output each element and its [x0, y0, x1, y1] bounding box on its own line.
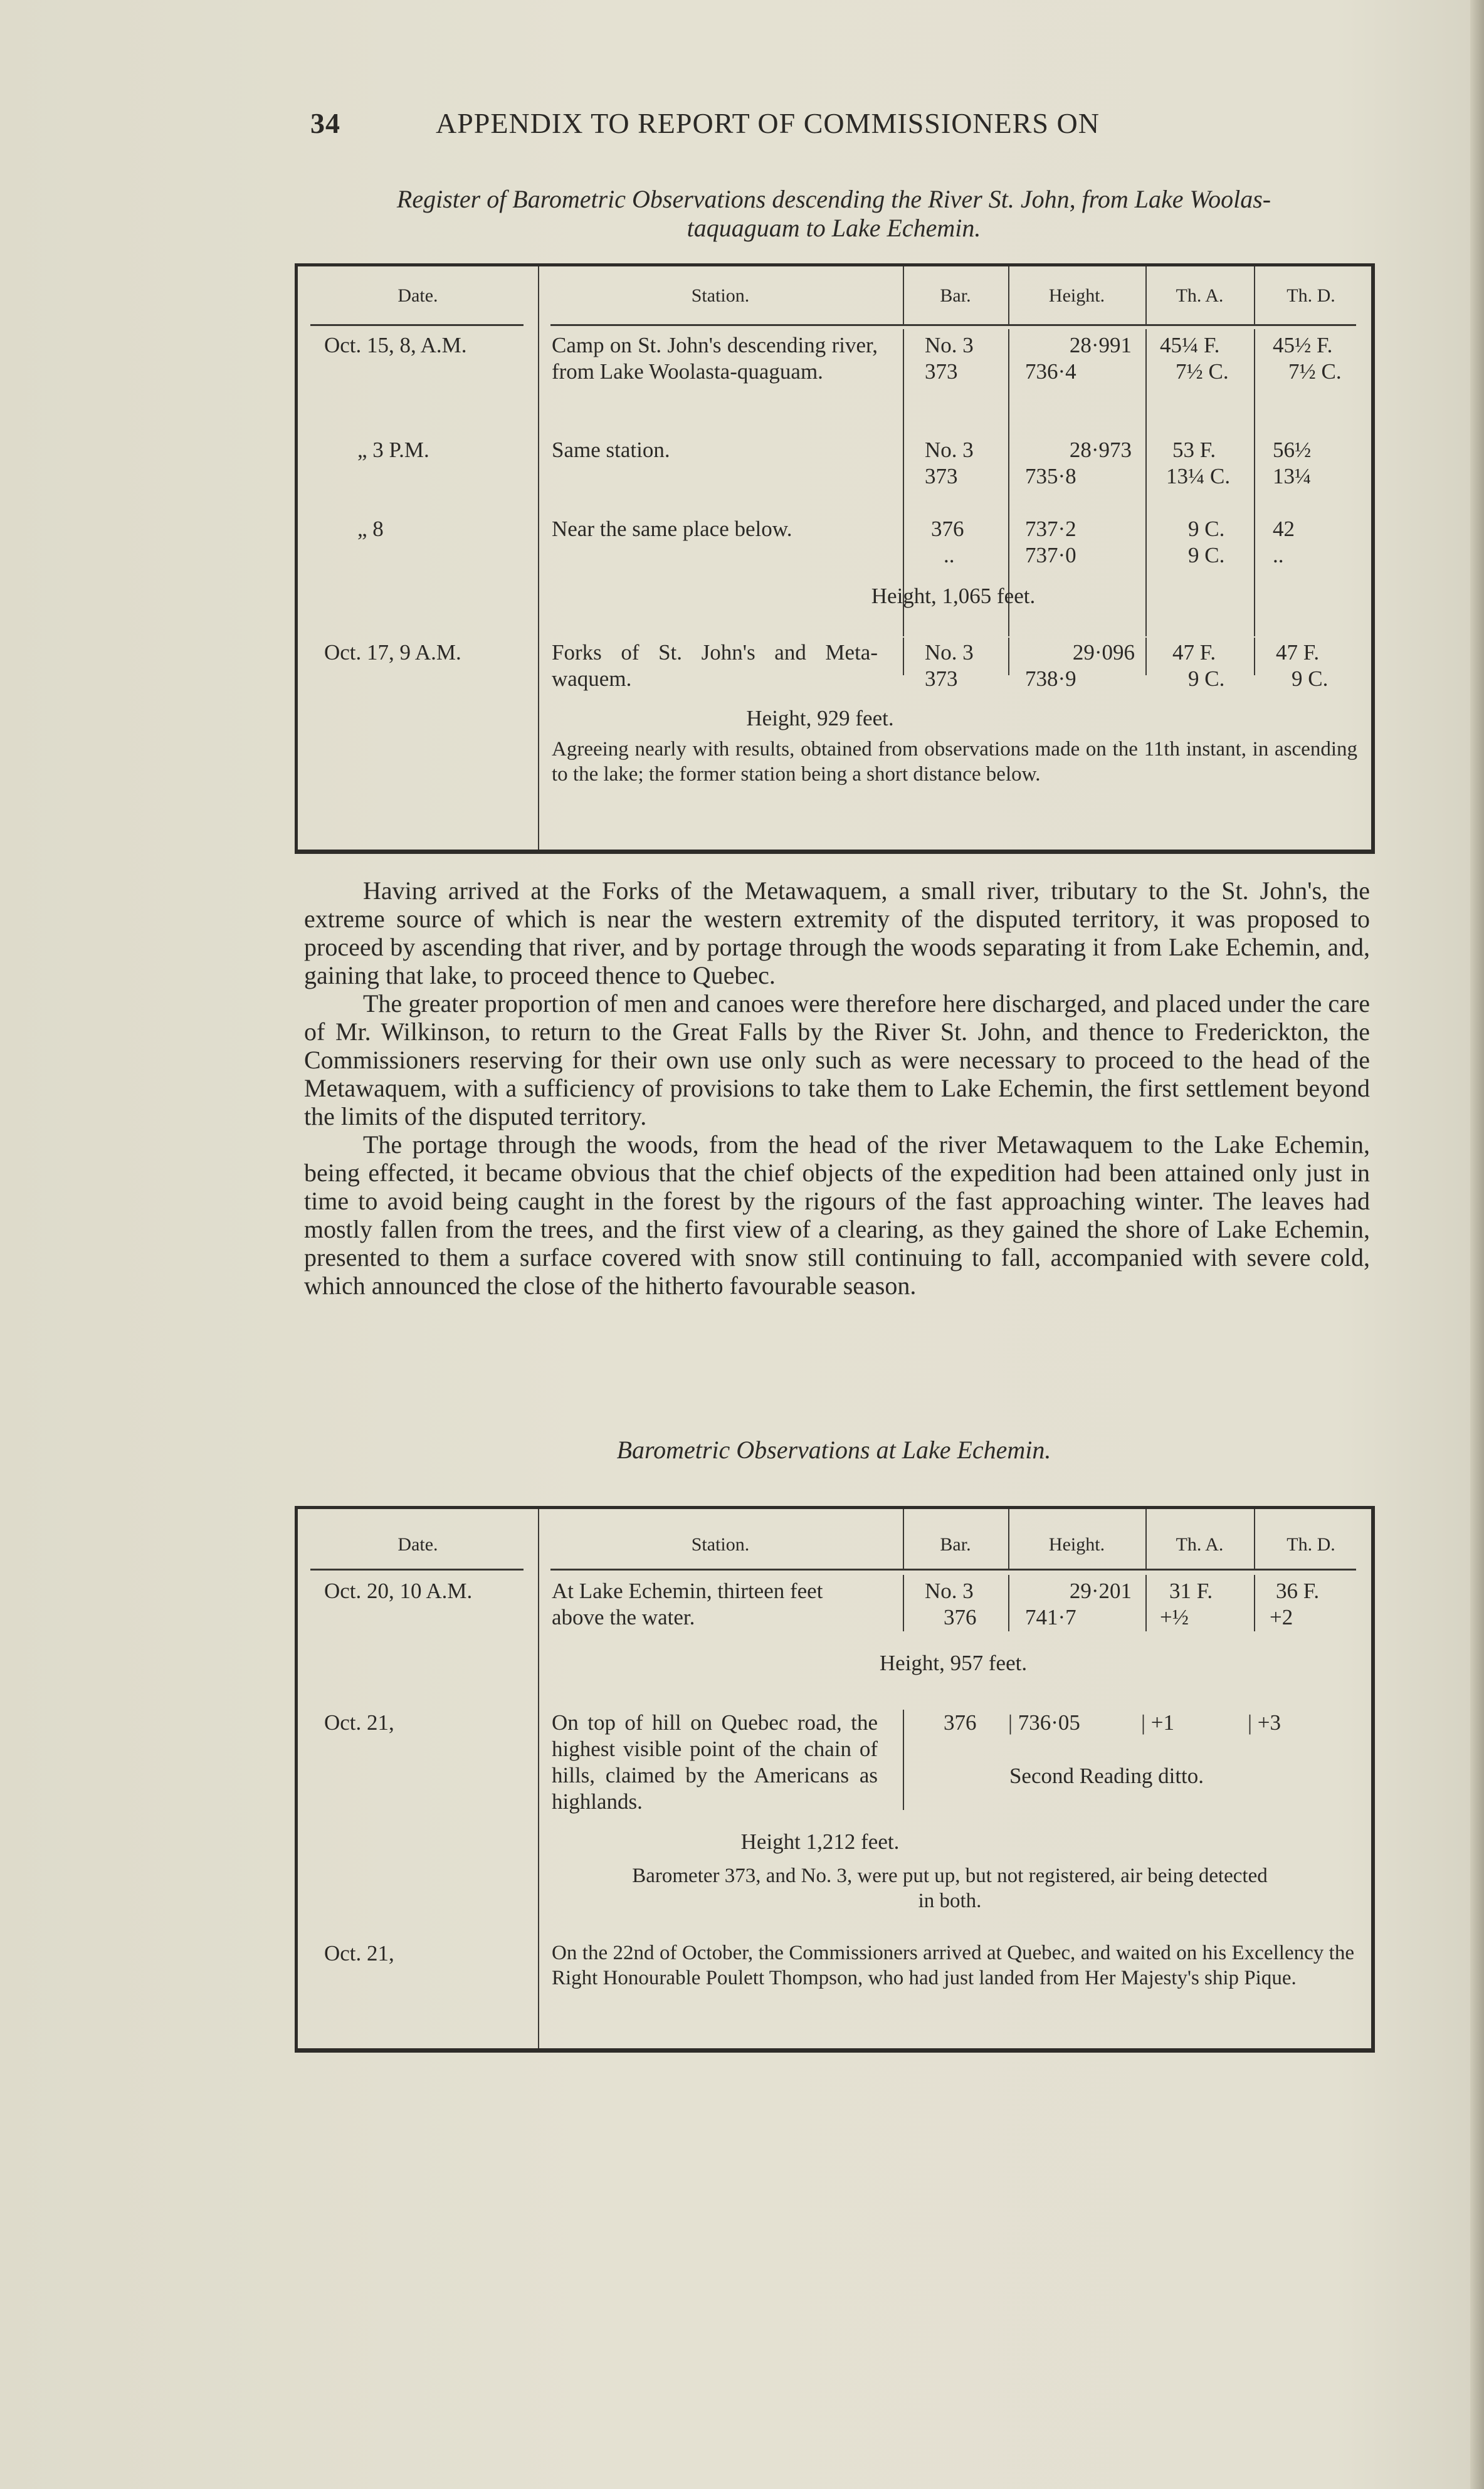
row-th-a: 31 F. [1169, 1579, 1213, 1603]
row-th-a: | +1 [1141, 1710, 1175, 1735]
col-header-bar: Bar. [940, 1534, 971, 1555]
table1-col-divider [538, 266, 539, 850]
row-th-a: 9 C. [1188, 517, 1225, 541]
row-th-d: 36 F. [1276, 1579, 1320, 1603]
row-bar: .. [944, 543, 955, 567]
row-station: Forks of St. John's and Meta-waquem. [552, 640, 878, 691]
col-header-th-d: Th. D. [1287, 1534, 1335, 1555]
row-date: Oct. 21, [324, 1941, 394, 1965]
row-th-a: 45¼ F. [1160, 333, 1220, 357]
table1-header-rule [310, 324, 524, 326]
row-height: 28·973 [1069, 438, 1132, 462]
row-date: Oct. 20, 10 A.M. [324, 1579, 473, 1603]
paragraph: Having arrived at the Forks of the Metawaquem, a small river, tributary to the St. John's, the extreme source of which is near the western extremity of the disputed territory, it was proposed to proceed by ascending that river, and by portage through the woods separating it from Lake Echemin, and, gaining that lake, to proceed thence to Quebec. [304, 876, 1370, 989]
height-note: Height, 929 feet. [746, 706, 894, 730]
row-bar: 373 [925, 359, 958, 384]
col-header-height: Height. [1048, 285, 1105, 306]
row-station: At Lake Echemin, thirteen feet above the water. [552, 1579, 823, 1629]
row-bar: No. 3 [925, 640, 974, 665]
table2-col-divider [538, 1509, 539, 2048]
table2 [295, 1506, 1375, 2053]
row-arrival-note: On the 22nd of October, the Commissioners arrived at Quebec, and waited on his Excellency the Right Honourable Poulett Thompson, who had just landed from Her Majesty's ship Pique. [552, 1942, 1354, 1989]
row-th-a: +½ [1160, 1605, 1189, 1629]
second-reading: Second Reading ditto. [1009, 1764, 1204, 1788]
row-station: Same station. [552, 438, 670, 462]
row-th-d: 42 [1273, 517, 1295, 541]
row-bar: 373 [925, 464, 958, 488]
row-th-d: 9 C. [1292, 666, 1329, 691]
col-header-th-a: Th. A. [1176, 285, 1224, 306]
agreeing-note: Agreeing nearly with results, obtained from observations made on the 11th instant, in ascending to the lake; the former station being a short distance below. [552, 738, 1357, 786]
row-th-d: | +3 [1248, 1710, 1281, 1735]
table1-caption [301, 185, 1367, 243]
row-date: Oct. 15, 8, A.M. [324, 333, 467, 357]
row-bar: No. 3 [925, 1579, 974, 1603]
row-th-a: 7½ C. [1176, 359, 1229, 384]
row-th-d: 13¼ [1273, 464, 1312, 488]
table1-caption-line2: taquaguam to Lake Echemin. [687, 214, 981, 242]
row-th-a: 9 C. [1188, 666, 1225, 691]
row-station: Near the same place below. [552, 517, 792, 541]
barometer-note: Barometer 373, and No. 3, were put up, but not registered, air being detected in both. [632, 1865, 1268, 1912]
row-bar: 376 [944, 1605, 977, 1629]
table1-caption-line1: Register of Barometric Observations descending the River St. John, from Lake Woolas- [396, 185, 1271, 213]
row-bar: 376 [944, 1710, 977, 1735]
row-height: 735·8 [1025, 464, 1076, 488]
row-date: „ 8 [357, 517, 384, 541]
height-note: Height, 1,065 feet. [871, 584, 1036, 608]
row-th-a: 13¼ C. [1166, 464, 1231, 488]
row-bar: No. 3 [925, 333, 974, 357]
row-date: Oct. 21, [324, 1710, 394, 1735]
row-height: 738·9 [1025, 666, 1076, 691]
row-th-a: 9 C. [1188, 543, 1225, 567]
row-date: „ 3 P.M. [357, 438, 429, 462]
row-height: 736·4 [1025, 359, 1076, 384]
col-header-station: Station. [691, 285, 750, 306]
col-header-station: Station. [691, 1534, 750, 1555]
row-bar: No. 3 [925, 438, 974, 462]
row-th-d: 7½ C. [1288, 359, 1342, 384]
row-th-a: 47 F. [1172, 640, 1216, 665]
row-date: Oct. 17, 9 A.M. [324, 640, 461, 665]
table2-caption: Barometric Observations at Lake Echemin. [616, 1436, 1051, 1464]
row-height: 737·0 [1025, 543, 1076, 567]
row-height: 29·096 [1072, 640, 1135, 665]
row-height: 741·7 [1025, 1605, 1076, 1629]
row-th-d: 45½ F. [1273, 333, 1333, 357]
row-station: On top of hill on Quebec road, the highest visible point of the chain of hills, claimed by the Americans as highlands. [552, 1710, 878, 1814]
paragraph: The portage through the woods, from the head of the river Metawaquem to the Lake Echemin, being effected, it became obvious that the chief objects of the expedition had been attained only just in time to avoid being caught in the forest by the rigours of the fast approaching winter. The leaves had mostly fallen from the trees, and the first view of a clearing, as they gained the shore of Lake Echemin, presented to them a surface covered with snow still continuing to fall, accompanied with severe cold, which announced the close of the hitherto favourable season. [304, 1130, 1370, 1300]
page-edge-shadow [1470, 0, 1484, 2489]
col-header-date: Date. [397, 285, 438, 306]
col-header-th-d: Th. D. [1287, 285, 1335, 306]
body-text [304, 876, 1370, 1300]
height-note: Height 1,212 feet. [740, 1829, 900, 1854]
row-height: 737·2 [1025, 517, 1076, 541]
col-header-height: Height. [1048, 1534, 1105, 1555]
page-number: 34 [310, 107, 340, 139]
paragraph: The greater proportion of men and canoes were therefore here discharged, and placed under the care of Mr. Wilkinson, to return to the Great Falls by the River St. John, and thence to Frederickton, the Commissioners reserving for their own use only such as were necessary to proceed to the head of the Metawaquem, with a sufficiency of provisions to take them to Lake Echemin, the first settlement beyond the limits of the disputed territory. [304, 989, 1370, 1130]
height-note: Height, 957 feet. [879, 1651, 1028, 1675]
row-bar: 376 [931, 517, 964, 541]
running-header [310, 107, 1251, 150]
col-header-date: Date. [397, 1534, 438, 1555]
row-bar: 373 [925, 666, 958, 691]
row-height: | 736·05 [1008, 1710, 1080, 1735]
row-station: Camp on St. John's descending river, from Lake Woolasta-quaguam. [552, 333, 878, 384]
running-title: APPENDIX TO REPORT OF COMMISSIONERS ON [436, 107, 1100, 139]
row-height: 29·201 [1069, 1579, 1132, 1603]
table1 [295, 263, 1375, 854]
row-th-d: .. [1273, 543, 1284, 567]
row-th-a: 53 F. [1172, 438, 1216, 462]
table1-header-rule [550, 324, 1356, 326]
row-height: 28·991 [1069, 333, 1132, 357]
row-th-d: +2 [1270, 1605, 1293, 1629]
col-header-th-a: Th. A. [1176, 1534, 1224, 1555]
col-header-bar: Bar. [940, 285, 971, 306]
row-th-d: 47 F. [1276, 640, 1320, 665]
row-th-d: 56½ [1273, 438, 1312, 462]
